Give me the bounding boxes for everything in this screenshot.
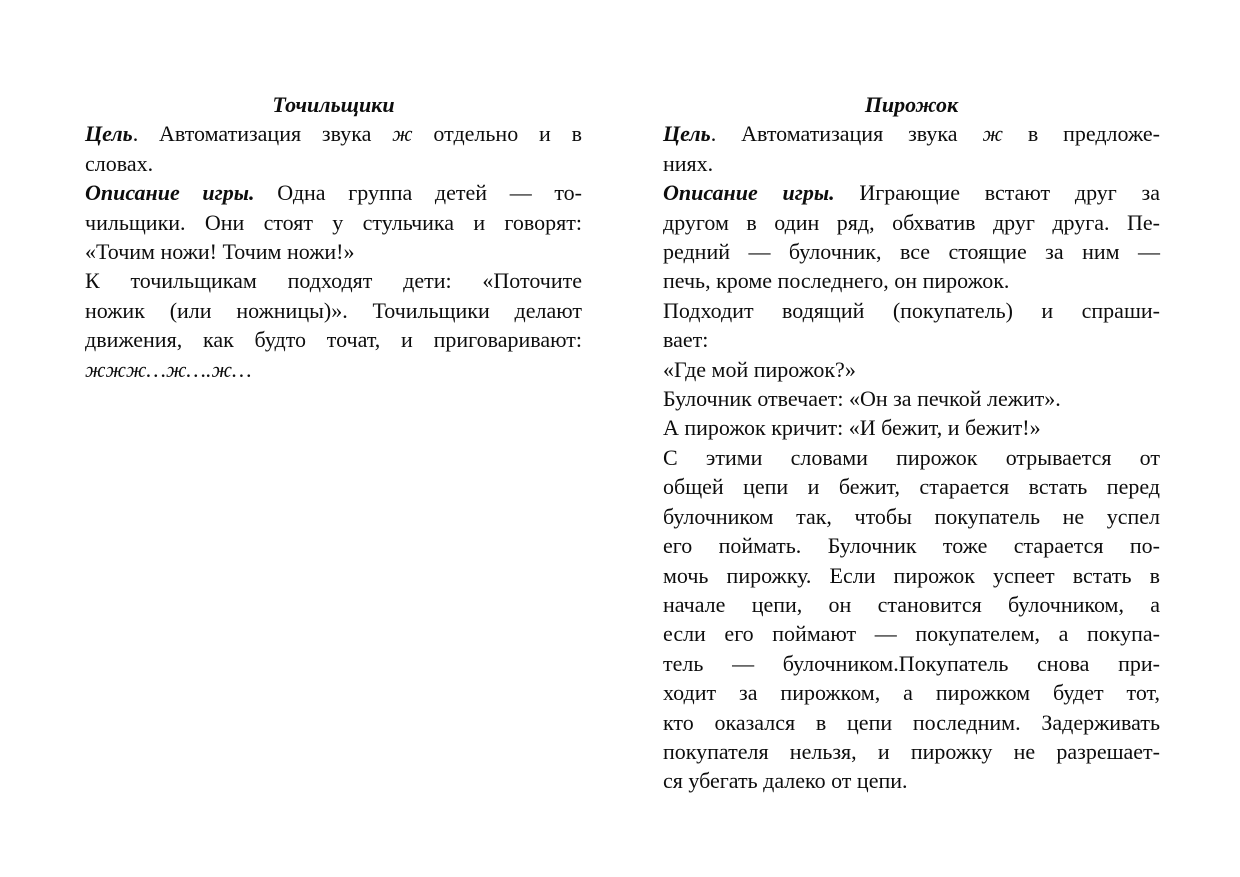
text-run: Цель [663, 121, 711, 147]
text-line [85, 355, 582, 384]
text-line [663, 708, 1160, 737]
game-title-tochilshchiki: Точильщики [272, 92, 395, 117]
text-run: ж [982, 121, 1003, 147]
text-line [663, 766, 1160, 795]
text-line [85, 266, 582, 295]
text-line [663, 237, 1160, 266]
text-line [663, 619, 1160, 648]
text-run: словах. [85, 150, 154, 176]
text-line [85, 119, 582, 148]
text-line [663, 590, 1160, 619]
text-run: его поймать. Булочник тоже старается по- [663, 533, 1160, 559]
text-line [663, 413, 1160, 442]
text-run: Подходит водящий (покупатель) и спраши- [663, 297, 1160, 323]
text-run: тель — булочником.Покупатель снова при- [663, 650, 1160, 676]
text-line [663, 649, 1160, 678]
text-line [663, 266, 1160, 295]
text-line [663, 443, 1160, 472]
text-line [663, 296, 1160, 325]
text-line [663, 208, 1160, 237]
text-line [663, 355, 1160, 384]
game-section-pirozhok [663, 90, 1160, 796]
text-run: вает: [663, 327, 709, 353]
text-run: «Где мой пирожок?» [663, 356, 856, 382]
text-line [663, 325, 1160, 354]
text-run: Играющие встают друг за [834, 180, 1161, 206]
text-run: начале цепи, он становится булочником, а [663, 591, 1160, 617]
text-line [663, 531, 1160, 560]
text-line [85, 237, 582, 266]
text-line [663, 502, 1160, 531]
game-title-pirozhok: Пирожок [864, 92, 959, 117]
text-run: редний — булочник, все стоящие за ним — [663, 239, 1160, 265]
text-run: мочь пирожку. Если пирожок успеет встать в [663, 562, 1160, 588]
text-line [663, 678, 1160, 707]
text-run: движения, как будто точат, и приговаривают: [85, 327, 582, 353]
text-line [85, 325, 582, 354]
game-text-tochilshchiki [85, 119, 582, 384]
text-run: А пирожок кричит: «И бежит, и бежит!» [663, 415, 1041, 441]
text-run: ниях. [663, 150, 714, 176]
text-run: Цель [85, 121, 133, 147]
text-run: Описание игры. [663, 180, 835, 206]
text-run: если его поймают — покупателем, а покупа- [663, 621, 1160, 647]
text-run: Булочник отвечает: «Он за печкой лежит». [663, 386, 1061, 412]
game-text-pirozhok [663, 119, 1160, 795]
text-line [663, 149, 1160, 178]
text-line [663, 472, 1160, 501]
text-run: ся убегать далеко от цепи. [663, 768, 908, 794]
text-run: другом в один ряд, обхватив друг друга. Пе- [663, 209, 1160, 235]
text-run: «Точим ножи! Точим ножи!» [85, 239, 355, 265]
text-run: печь, кроме последнего, он пирожок. [663, 268, 1010, 294]
text-run: чильщики. Они стоят у стульчика и говорят: [85, 209, 582, 235]
text-run: . Автоматизация звука [132, 121, 393, 147]
text-run: общей цепи и бежит, старается встать перед [663, 474, 1160, 500]
text-line [663, 384, 1160, 413]
text-run: отдельно и в [412, 121, 582, 147]
text-line [663, 737, 1160, 766]
text-run: . Автоматизация звука [710, 121, 983, 147]
text-line [663, 178, 1160, 207]
text-run: жжж…ж….ж… [85, 356, 252, 382]
text-run: Описание игры. [85, 180, 255, 206]
text-line [663, 119, 1160, 148]
text-run: К точильщикам подходят дети: «Поточите [85, 268, 582, 294]
text-run: булочником так, чтобы покупатель не успел [663, 503, 1160, 529]
text-line [85, 178, 582, 207]
text-run: Одна группа детей — то- [254, 180, 583, 206]
text-line [85, 208, 582, 237]
text-run: ходит за пирожком, а пирожком будет тот, [663, 680, 1160, 706]
text-line [85, 296, 582, 325]
text-run: в предложе- [1002, 121, 1160, 147]
game-section-tochilshchiki [85, 90, 582, 384]
text-run: покупателя нельзя, и пирожку не разрешает- [663, 738, 1160, 764]
text-line [663, 561, 1160, 590]
text-run: ножик (или ножницы)». Точильщики делают [85, 297, 582, 323]
text-run: С этими словами пирожок отрывается от [663, 444, 1160, 470]
text-run: ж [392, 121, 413, 147]
text-run: кто оказался в цепи последним. Задерживать [663, 709, 1160, 735]
text-line [85, 149, 582, 178]
